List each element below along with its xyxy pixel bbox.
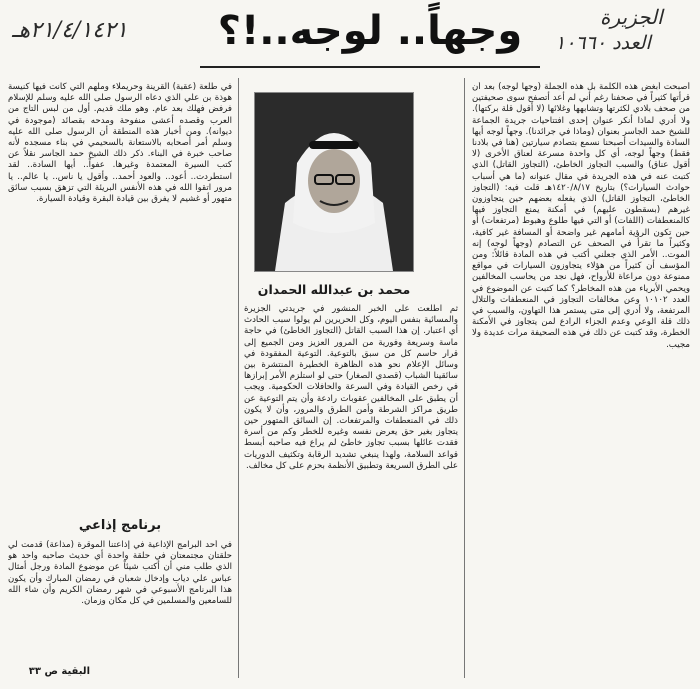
handwritten-issue-number: العدد ١٠٦٦٠ <box>555 32 651 54</box>
handwritten-date: ٢١/٤/١٤٢١هـ <box>12 18 128 43</box>
column-divider-left <box>238 78 239 678</box>
author-portrait-image <box>255 93 413 271</box>
article-column-left-bottom: في أحد البرامج الإذاعية في إذاعتنا الموقرة (مذاعة) قدمت لي حلقتان مجتمعتان في حلقة واحدة أي حديث صاحبه واحد هو الذي طلب مني أن أكتب شيئاً عن موضوع المادة ورجل أمثال عباس علي دياب وإدخال شعبان في رمضان المبارك وأن يكون هذا البرنامج الأسبوعي في شهر رمضان الكريم وأن شاء الله للسامعين والمسلمين في كل مكان وزمان. <box>8 540 232 607</box>
section-heading: برنامج إذاعي <box>78 518 162 533</box>
article-column-middle: ثم اطلعت على الخبر المنشور في جريدتي الجزيرة والمسائية بنفس اليوم، وكل الحريرين لم يولوا سبب الحادث أي اعتبار. إن هذا السبب القاتل (التجاوز الخاطئ) في حاجة ماسة وسريعة وفورية من المرور العزيز ومن الجميع إلى قرار حاسم كل من سبق بالتوعية. التوعية المفقودة في وسائل الإعلام نحو هذه الظاهرة الخطيرة المنتشرة بين سائقينا الشباب (قصدي الصغار) حتى لو استلزم الأمر إبرازها في رخص القيادة وفي السرعة والحافلات الحكومية. ويجب أن يطبق على المخالفين عقوبات رادعة وأن يتم التوعية عن طريق مراكز الشرطة وأمن الطرق والمرور، وأن لا يكون ذلك في المنعطفات والمرتفعات. إن السائق المتهور حين يتجاوز بغير حق يعرض نفسه وغيره للخطر وكم من أسرة فقدت عائلها بسبب تجاوز خاطئ لم يراع فيه صاحبه أبسط قواعد السلامة، ولهذا ينبغي تشديد الرقابة وتكثيف الدوريات على الطرق السريعة وتطبيق الأنظمة بحزم على كل مخالف. <box>244 304 458 471</box>
column-divider-right <box>464 78 465 678</box>
article-column-right: أصبحت أبغض هذه الكلمة بل هذه الجملة (وجهاً لوجه) بعد أن قرأتها كثيراً في صحفنا رغم أني لم أعد أتصفح سوى صحيفتين من صحف بلادي لكثرتها وتشابهها وغلائها (لا أقول قلة بركتها). ولا أدري لماذا أنكر عنوان إحدى افتتاحيات جريدة الجماعة للشيخ حمد الجاسر بعنوان (وماذا في جرائدنا). وجهاً لوجه أيها السادة والسيدات أصبحنا نسمع بتصادم سيارتين (هنا في بلادنا فقط) وجهاً لوجه، أي كل واحدة مسرعة لعناق الأخرى (لا أقول عناق) والسبب التجاوز الخاطئ، (التجاوز القاتل) الذي كتبت عنه في هذه الجريدة في مقال عنوانه (ما هي أسباب حوادث السيارات؟) بتاريخ ١٤٢٠/٨/١٧هـ قلت فيه: (التجاوز الخاطئ، التجاوز القاتل) الذي يفعله بعضهم حين يتجاوزون غيرهم (بسقطون عليهم) في أمكنة يمنع التجاوز فيها كالمنعطفات (اللفات) أو التي فيها طلوع وهبوط (مرتفعات) أو حين تكون الرؤية أمامهم غير واضحة أو المسافة غير كافية، وكثيراً ما تقرأ في الصحف عن التصادم (وجهاً لوجه) إنه الموت.. الأمر الذي جعلني أكتب في هذه المادة قائلاً: ومن المؤسف أن كثيراً من هؤلاء يتجاوزون السيارات في مواقع ممنوعة دون مراعاة للأرواح، فهل نجد من يحاسب المخالفين ويحمي الأبرياء من هذه المخاطر؟ كما كتبت عن الموضوع في العدد ١٠١٠٢ وعن مخالفات التجاوز في المنعطفات والتلال المرتفعة، ولا أدري إلى متى يستمر هذا التهاون، والسبب في ذلك قلة الوعي وعدم الجزاء الرادع لمن يتجاوز في الأمكنة الخطرة، وقد كتبت عن ذلك في هذه الصحيفة مرات عديدة ولا مجيب. <box>472 82 690 350</box>
author-name-caption: محمد بن عبدالله الحمدان <box>257 282 411 297</box>
article-column-left-top: في طلعة (عقبة) القرينة وحريملاء وملهم التي كانت فيها كنيسة هوذة بن علي الذي دعاه الرسول صلى الله عليه وسلم للإسلام فرفض فهلك بعد عام. وهو ملك قديم. أول من لبس التاج من العرب وقصده أعشى منفوحة ومدحه بقصائد (موجودة في ديوانه). ومن أخبار هذه المنطقة أن الرسول صلى الله عليه وسلم أمر أصحابه بالاستعانة بالسحيمي في بناء مسجده لأنه صاحب خبرة في البناء. ذكر ذلك الشيخ حمد الجاسر نقلاً عن كتب السيرة المعتمدة وغيرها. عفواً.. أيها السادة.. لقد استطردت.. أعود.. والعود أحمد.. وأقول يا ناس.. يا عالم.. يا مرور اتقوا الله في هذه الأنفس البريئة التي تزهق بسبب سائق متهور أو غشيم لا يفرق بين قيادة البقرة وقيادة السيارة. <box>8 82 232 205</box>
headline-underline <box>200 66 540 68</box>
continued-marker: البقية ص ٣٣ <box>28 666 90 677</box>
author-photo <box>254 92 414 272</box>
handwritten-source: الجزيرة <box>600 5 663 29</box>
article-headline: وجهاً.. لوجه..!؟ <box>217 8 523 54</box>
